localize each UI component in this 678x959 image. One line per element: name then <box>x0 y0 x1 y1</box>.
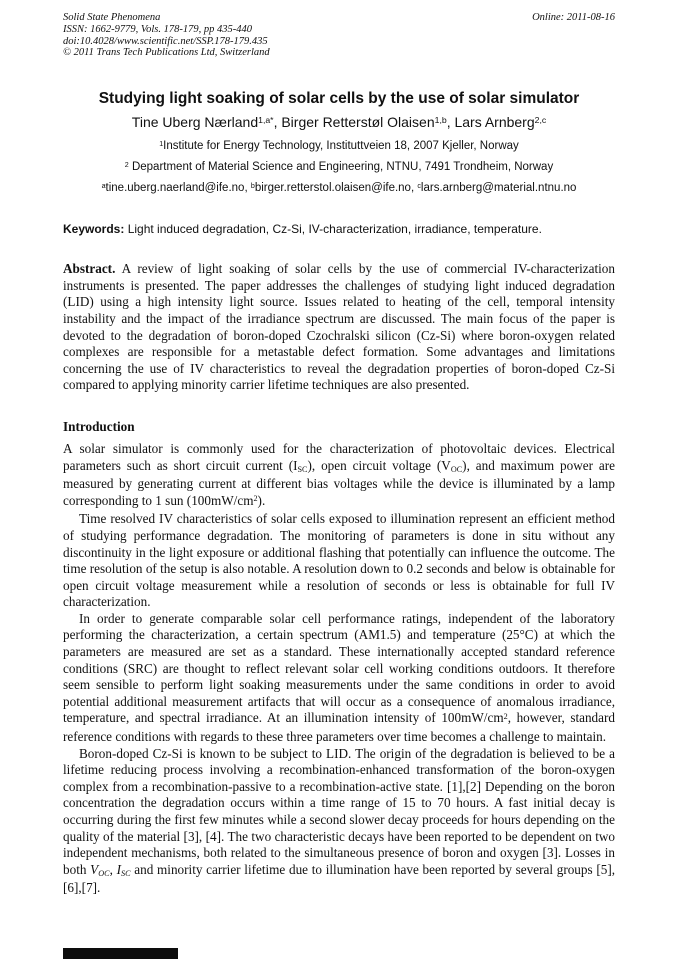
text-run: A review of light soaking of solar cells by the use of commercial IV-characterization instruments is presented. The paper addresses the challenges of studying light induced degradation (LID) using a high intensity light source. Issues related to heating of the cell, temporal intensity instability and the impact of the irradiance spectrum are discussed. The main focus of the paper is devoted to the degradation of boron-doped Czochralski silicon (Cz-Si) where boron-oxygen related complexes are responsible for a metastable defect formation. Some advantages and limitations concerning the use of IV characteristics to reveal the degradation properties of boron-doped Cz-Si compared to applying minority carrier lifetime techniques are also presented. <box>63 261 615 393</box>
text-run: and minority carrier lifetime due to illumination have been reported by several groups [5],[6],[7]. <box>63 861 616 896</box>
text-run: Institute for Energy Technology, Instituttveien 18, 2007 Kjeller, Norway <box>163 140 519 153</box>
text-run: 2 <box>503 711 508 721</box>
intro-paragraph-4 <box>63 746 615 897</box>
text-run: I <box>116 861 122 877</box>
text-run: Department of Material Science and Engineering, NTNU, 7491 Trondheim, Norway <box>128 161 554 174</box>
author-emails <box>63 182 615 196</box>
text-run: 1,b <box>434 115 447 126</box>
text-run: 1 <box>159 139 164 148</box>
abstract-paragraph <box>63 261 615 394</box>
text-run: In order to generate comparable solar cell performance ratings, independent of the laboratory performing the characterization, a certain spectrum (AM1.5) and temperature (25°C) at which the parameters are measured are set as a standard. These internationally accepted standard reference conditions (SRC) are thought to reflect relevant solar cell working conditions outdoors. It therefore seem sensible to perform light soaking measurements under the same conditions in order to avoid potential additional measurement artifacts that will occur as a consequence of anomalous irradiance, temperature, and spectral irradiance. At an illumination intensity of 100mW/cm <box>63 610 615 726</box>
section-heading-introduction: Introduction <box>63 418 135 434</box>
doi-line: doi:10.4028/www.scientific.net/SSP.178-179.435 <box>63 35 268 47</box>
text-run: ), open circuit voltage (V <box>307 457 451 473</box>
text-run: , however, standard reference conditions with regards to these three parameters over time becomes a challenge to maintain. <box>63 710 615 745</box>
text-run: OC <box>98 869 110 879</box>
text-run: tine.uberg.naerland@ife.no, <box>105 182 251 195</box>
affiliation-2 <box>63 161 615 175</box>
text-run: Boron-doped Cz-Si is known to be subject to LID. The origin of the degradation is believed to be a lifetime reducing process involving a recombination-enhanced transformation of the boron-oxygen complex from a recombination-passive to a recombination-active state. [1],[2] Depending on the boron concentration the degradation occurs within a time range of 15 to 70 hours. A fast initial decay is occurring during the first few minutes while a second slower decay proceeds for hours depending on the quality of the material [3], [4]. The two characteristic decays have been reported to be dependent on two independent mechanisms, both related to the simultaneous presence of boron and oxygen [3]. Losses in both <box>63 745 615 877</box>
text-run: Keywords: <box>63 222 125 237</box>
authors-line <box>63 113 615 133</box>
text-run: 2 <box>124 160 129 169</box>
publication-info <box>63 12 270 59</box>
text-run: Light induced degradation, Cz-Si, IV-characterization, irradiance, temperature. <box>124 222 542 237</box>
text-run: lars.arnberg@material.ntnu.no <box>420 182 577 195</box>
intro-paragraph-3 <box>63 611 615 746</box>
online-date: Online: 2011-08-16 <box>532 12 615 23</box>
issn-volumes-pages: ISSN: 1662-9779, Vols. 178-179, pp 435-440 <box>63 23 252 35</box>
text-run: OC <box>450 464 463 474</box>
text-run: V <box>90 861 99 877</box>
text-run: birger.retterstol.olaisen@ife.no, <box>254 182 418 195</box>
text-run: Tine Uberg Nærland <box>131 114 259 131</box>
text-run: SC <box>297 464 308 474</box>
text-run: b <box>250 181 255 190</box>
text-run: , Lars Arnberg <box>446 114 535 131</box>
publication-header <box>63 12 615 59</box>
paper-title: Studying light soaking of solar cells by the use of solar simulator <box>98 90 580 108</box>
intro-paragraph-2 <box>63 511 615 611</box>
text-run: 1,a* <box>258 115 274 126</box>
affiliation-1 <box>63 140 615 154</box>
text-run: Time resolved IV characteristics of solar cells exposed to illumination represent an efficient method of studying performance degradation. The monitoring of parameters is done in situ without any discontinuity in the light exposure or additional flashing that potentially can influence the outcome. The time resolution of the setup is also notable. A resolution down to 0.2 seconds and below is obtainable for open circuit voltage measurement while a resolution of seconds or less is obtainable for full IV characterization. <box>63 511 615 610</box>
keywords-line <box>63 222 615 237</box>
text-run: SC <box>121 869 131 879</box>
text-run: , Birger Retterstøl Olaisen <box>273 114 435 131</box>
text-run: , <box>109 861 117 877</box>
journal-name: Solid State Phenomena <box>63 12 161 23</box>
text-run: ). <box>257 492 266 508</box>
text-run: 2,c <box>534 115 547 126</box>
text-run: A solar simulator is commonly used for the characterization of photovoltaic devices. Electrical parameters such as short circuit current (I <box>63 440 615 473</box>
bottom-black-bar <box>63 948 178 959</box>
text-run: a <box>101 181 106 190</box>
copyright-line: © 2011 Trans Tech Publications Ltd, Switzerland <box>63 47 270 59</box>
intro-paragraph-1 <box>63 441 615 511</box>
text-run: 2 <box>253 494 258 504</box>
text-run: ), and maximum power are measured by generating current at different bias voltages while the device is illuminated by a lamp corresponding to 1 sun (100mW/cm <box>63 457 615 508</box>
text-run: c <box>417 181 421 190</box>
text-run: Abstract. <box>63 261 116 277</box>
